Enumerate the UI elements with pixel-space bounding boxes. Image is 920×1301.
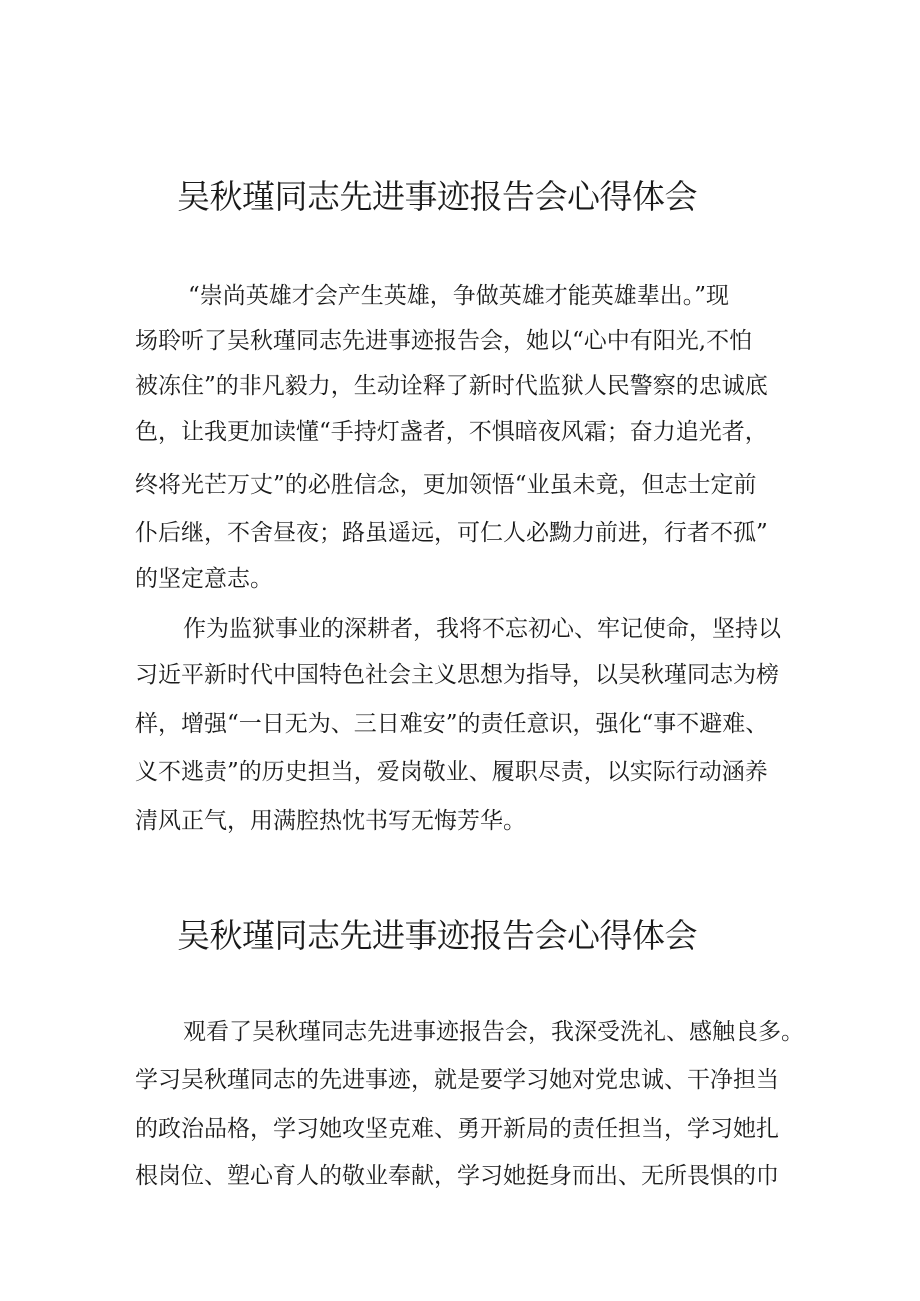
paragraph-line: 色，让我更加读懂“手持灯盏者，不惧暗夜风霜；奋力追光者，	[135, 419, 768, 445]
paragraph-line: 学习吴秋瑾同志的先进事迹，就是要学习她对党忠诚、干净担当	[135, 1067, 779, 1093]
paragraph-line: 习近平新时代中国特色社会主义思想为指导，以吴秋瑾同志为榜	[135, 662, 779, 688]
section1-title: 吴秋瑾同志先进事迹报告会心得体会	[177, 177, 697, 216]
paragraph-line: 观看了吴秋瑾同志先进事迹报告会，我深受洗礼、感触良多。	[183, 1019, 804, 1045]
paragraph-line: 的坚定意志。	[135, 566, 273, 592]
paragraph-line: 的政治品格，学习她攻坚克难、勇开新局的责任担当，学习她扎	[135, 1116, 779, 1142]
paragraph-line: 样，增强“一日无为、三日难安”的责任意识，强化“事不避难、	[135, 711, 769, 737]
paragraph-line: “崇尚英雄才会产生英雄，争做英雄才能英雄辈出。”现	[188, 283, 730, 309]
paragraph-line: 被冻住”的非凡毅力，生动诠释了新时代监狱人民警察的忠诚底	[135, 373, 768, 399]
paragraph-line: 仆后继，不舍昼夜；路虽遥远，可仁人必黝力前进，行者不孤”	[135, 520, 768, 546]
paragraph-line: 终将光芒万丈”的必胜信念，更加领悟“业虽未竟，但志士定前	[135, 472, 757, 498]
paragraph-line: 义不逃责”的历史担当，爱岗敬业、履职尽责，以实际行动涵养	[135, 759, 768, 785]
paragraph-line: 清风正气，用满腔热忱书写无悔芳华。	[135, 808, 526, 834]
paragraph-line: 作为监狱事业的深耕者，我将不忘初心、牢记使命，坚持以	[183, 616, 781, 642]
section2-title: 吴秋瑾同志先进事迹报告会心得体会	[177, 916, 697, 955]
paragraph-line: 根岗位、塑心育人的敬业奉献，学习她挺身而出、无所畏惧的巾	[135, 1163, 779, 1189]
paragraph-line: 场聆听了吴秋瑾同志先进事迹报告会，她以“心中有阳光,不怕	[135, 328, 753, 354]
